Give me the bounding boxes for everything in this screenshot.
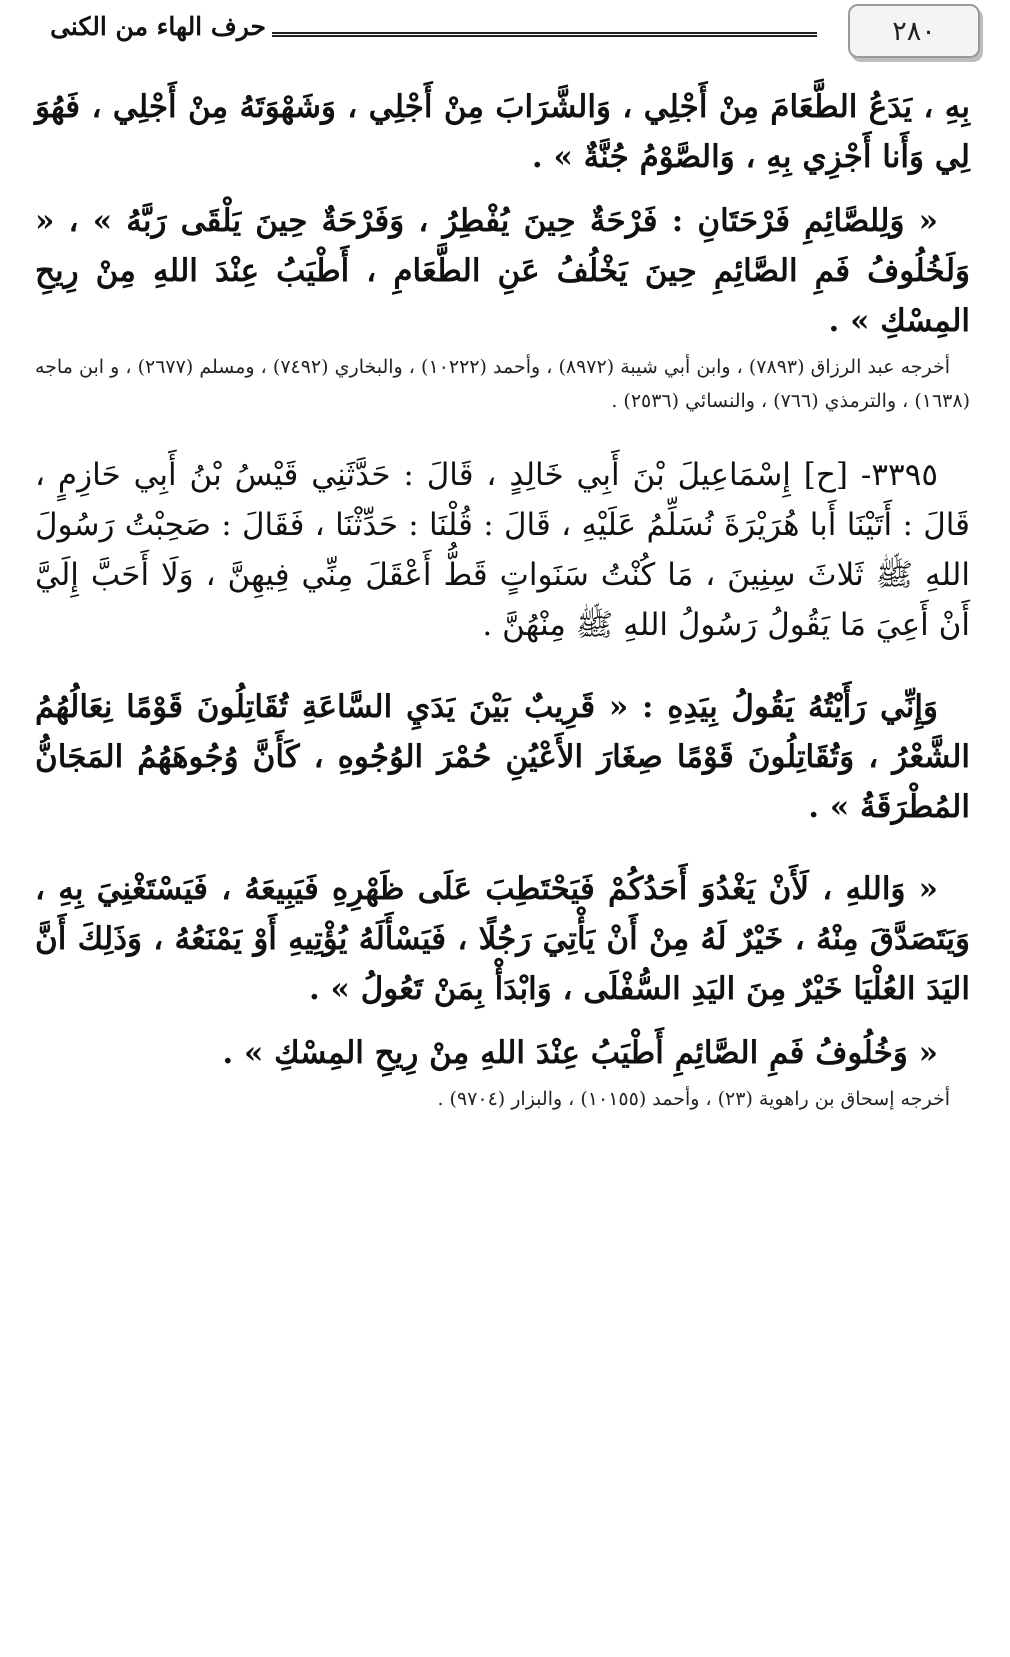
page-header <box>0 0 1010 64</box>
running-title: حرف الهاء من الكنى <box>50 12 266 41</box>
hadith-paragraph-1: بِهِ ، يَدَعُ الطَّعَامَ مِنْ أَجْلِي ، وَالشَّرَابَ مِنْ أَجْلِي ، وَشَهْوَتَهُ مِنْ أَجْلِي ، فَهُوَ لِي وَأَنا أَجْزِي بِهِ ، وَالصَّوْمُ جُنَّةٌ » . <box>35 89 970 175</box>
header-rule <box>272 32 817 37</box>
hadith-paragraph-5: « وَاللهِ ، لَأَنْ يَغْدُوَ أَحَدُكُمْ فَيَحْتَطِبَ عَلَى ظَهْرِهِ فَيَبِيعَهُ ، فَيَسْتَغْنِيَ بِهِ ، وَيَتَصَدَّقَ مِنْهُ ، خَيْرٌ لَهُ مِنْ أَنْ يَأْتِيَ رَجُلًا ، فَيَسْأَلَهُ يُؤْتِيهِ أَوْ يَمْنَعُهُ ، وَذَلِكَ أَنَّ اليَدَ العُلْيَا خَيْرٌ مِنَ اليَدِ السُّفْلَى ، وَابْدَأْ بِمَنْ تَعُولُ » . <box>35 871 970 1007</box>
page-number <box>848 4 980 58</box>
hadith-paragraph-4: وَإِنِّي رَأَيْتُهُ يَقُولُ بِيَدِهِ : « قَرِيبٌ بَيْنَ يَدَيِ السَّاعَةِ تُقَاتِلُونَ قَوْمًا نِعَالُهُمُ الشَّعْرُ ، وَتُقَاتِلُونَ قَوْمًا صِغَارَ الأَعْيُنِ حُمْرَ الوُجُوهِ ، كَأَنَّ وُجُوهَهُمُ المَجَانُّ المُطْرَقَةُ » . <box>35 689 971 825</box>
page-body <box>35 82 970 1116</box>
page-number-text: ٢٨٠ <box>892 15 936 47</box>
takhrij-reference-2: أخرجه إسحاق بن راهوية (٢٣) ، وأحمد (١٠١٥٥) ، والبزار (٩٧٠٤) . <box>437 1088 950 1110</box>
hadith-paragraph-2: « وَلِلصَّائِمِ فَرْحَتَانِ : فَرْحَةٌ حِينَ يُفْطِرُ ، وَفَرْحَةٌ حِينَ يَلْقَى رَبَّهُ » ، « وَلَخُلُوفُ فَمِ الصَّائِمِ حِينَ يَخْلُفُ عَنِ الطَّعَامِ ، أَطْيَبُ عِنْدَ اللهِ مِنْ رِيحِ المِسْكِ » . <box>35 203 970 339</box>
hadith-paragraph-6: « وَخُلُوفُ فَمِ الصَّائِمِ أَطْيَبُ عِنْدَ اللهِ مِنْ رِيحِ المِسْكِ » . <box>222 1035 938 1071</box>
takhrij-reference-1: أخرجه عبد الرزاق (٧٨٩٣) ، وابن أبي شيبة (٨٩٧٢) ، وأحمد (١٠٢٢٢) ، والبخاري (٧٤٩٢) ، ومسلم (٢٦٧٧) ، و ابن ماجه (١٦٣٨) ، والترمذي (٧٦٦) ، والنسائي (٢٥٣٦) . <box>35 356 970 412</box>
hadith-isnad-3395: ٣٣٩٥- [ح] إِسْمَاعِيلَ بْنَ أَبِي خَالِدٍ ، قَالَ : حَدَّثَنِي قَيْسُ بْنُ أَبِي حَازِمٍ ، قَالَ : أَتَيْنَا أَبا هُرَيْرَةَ نُسَلِّمُ عَلَيْهِ ، قَالَ : قُلْنَا : حَدِّثْنَا ، فَقَالَ : صَحِبْتُ رَسُولَ اللهِ ﷺ ثَلاثَ سِنِينَ ، مَا كُنْتُ سَنَواتٍ قَطُّ أَعْقَلَ مِنِّي فِيهِنَّ ، وَلَا أَحَبَّ إِلَيَّ أَنْ أَعِيَ مَا يَقُولُ رَسُولُ اللهِ ﷺ مِنْهُنَّ . <box>35 457 970 643</box>
